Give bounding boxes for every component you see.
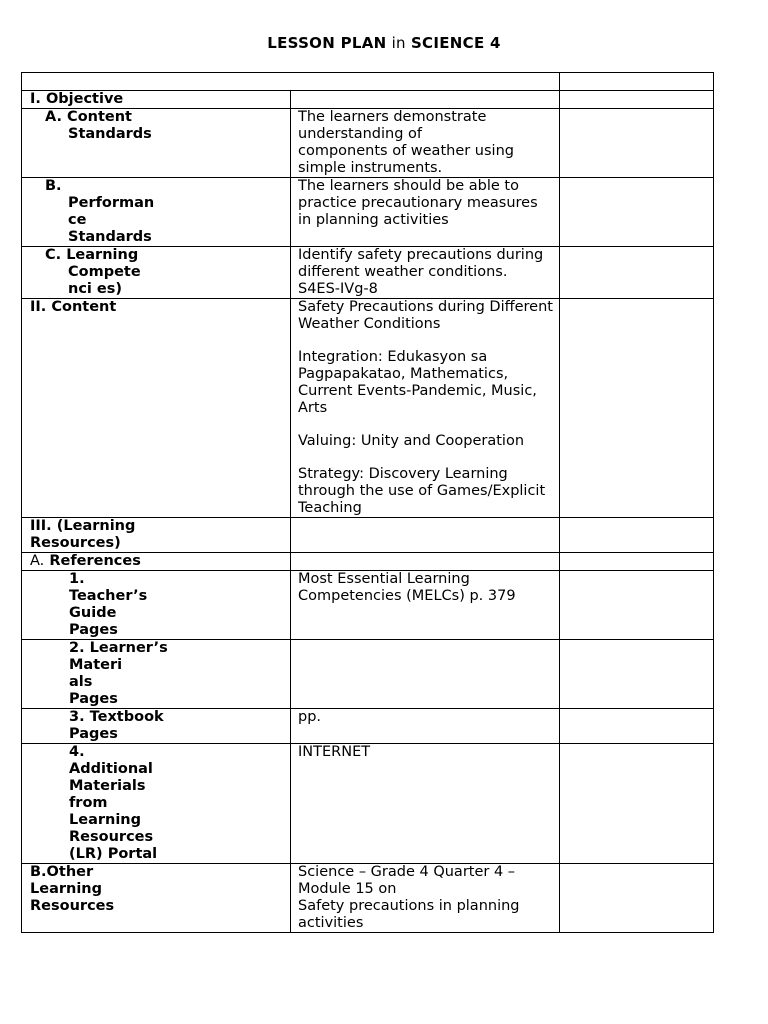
references-value <box>291 553 560 571</box>
row-learning-competencies <box>22 247 714 299</box>
teachers-guide-label-b: Teacher’s <box>69 588 148 604</box>
additional-materials-remarks <box>560 744 714 864</box>
header-cell-right <box>560 73 714 91</box>
additional-materials-label-e: Learning <box>69 812 142 828</box>
content-strategy: Strategy: Discovery Learning through the use of Games/Explicit Teaching <box>298 466 546 516</box>
learners-materials-value <box>291 640 560 709</box>
performance-standards-label-c: ce <box>68 212 87 228</box>
additional-materials-label-g: (LR) Portal <box>69 846 158 862</box>
references-label <box>22 553 291 571</box>
textbook-label <box>22 709 291 744</box>
row-learning-resources <box>22 518 714 553</box>
performance-standards-label-b: Performan <box>68 195 155 211</box>
other-resources-value <box>291 864 560 933</box>
lesson-plan-table <box>21 72 714 933</box>
header-cell-left <box>22 73 560 91</box>
performance-standards-value: The learners should be able to practice precautionary measures in planning activities <box>291 178 560 247</box>
other-resources-label-c: Resources <box>30 898 115 914</box>
textbook-value: pp. <box>291 709 560 744</box>
content-standards-remarks <box>560 109 714 178</box>
learning-competencies-label-b: Compete <box>68 264 141 280</box>
learners-materials-label-d: Pages <box>69 691 118 707</box>
content-standards-label-b: Standards <box>68 126 152 142</box>
references-prefix: A. <box>30 553 45 569</box>
teachers-guide-label-d: Pages <box>69 622 118 638</box>
content-standards-value <box>291 109 560 178</box>
references-text: References <box>49 553 141 569</box>
learning-competencies-remarks <box>560 247 714 299</box>
content-spacer-1 <box>298 333 553 349</box>
content-spacer-3 <box>298 450 553 466</box>
learning-resources-label-a: III. (Learning <box>30 518 136 534</box>
additional-materials-value: INTERNET <box>291 744 560 864</box>
title-subject: SCIENCE 4 <box>410 34 501 52</box>
row-performance-standards <box>22 178 714 247</box>
content-label: II. Content <box>22 299 291 518</box>
learning-competencies-line2: S4ES-IVg-8 <box>298 281 378 297</box>
other-resources-label-a: B.Other <box>30 864 94 880</box>
learners-materials-label <box>22 640 291 709</box>
other-resources-line2: Safety precautions in planning activities <box>298 898 520 931</box>
teachers-guide-label-a: 1. <box>69 571 85 587</box>
references-remarks <box>560 553 714 571</box>
textbook-label-a: 3. Textbook <box>69 709 164 725</box>
learning-competencies-label <box>22 247 291 299</box>
content-standards-line1: The learners demonstrate understanding of <box>298 109 487 142</box>
page-title <box>0 34 768 52</box>
teachers-guide-remarks <box>560 571 714 640</box>
objective-remarks <box>560 91 714 109</box>
learning-resources-value <box>291 518 560 553</box>
objective-label: I. Objective <box>22 91 291 109</box>
row-content <box>22 299 714 518</box>
teachers-guide-value: Most Essential Learning Competencies (MELCs) p. 379 <box>291 571 560 640</box>
row-additional-materials <box>22 744 714 864</box>
teachers-guide-label <box>22 571 291 640</box>
content-standards-label-a: A. Content <box>45 109 132 125</box>
additional-materials-label-d: from <box>69 795 108 811</box>
row-learners-materials <box>22 640 714 709</box>
title-in: in <box>391 34 406 52</box>
learners-materials-label-a: 2. Learner’s <box>69 640 168 656</box>
learning-resources-label-b: Resources) <box>30 535 121 551</box>
content-value <box>291 299 560 518</box>
content-standards-label <box>22 109 291 178</box>
title-lesson-plan: LESSON PLAN <box>267 34 387 52</box>
table-header-row <box>22 73 714 91</box>
performance-standards-remarks <box>560 178 714 247</box>
learning-competencies-label-a: C. Learning <box>45 247 139 263</box>
row-content-standards <box>22 109 714 178</box>
learning-resources-remarks <box>560 518 714 553</box>
learners-materials-label-c: als <box>69 674 93 690</box>
objective-value <box>291 91 560 109</box>
row-references <box>22 553 714 571</box>
additional-materials-label <box>22 744 291 864</box>
row-textbook <box>22 709 714 744</box>
row-other-resources <box>22 864 714 933</box>
learning-competencies-line1: Identify safety precautions during different weather conditions. <box>298 247 544 280</box>
learning-competencies-label-c: nci es) <box>68 281 123 297</box>
content-valuing: Valuing: Unity and Cooperation <box>298 433 525 449</box>
additional-materials-label-c: Materials <box>69 778 146 794</box>
learning-resources-label <box>22 518 291 553</box>
content-remarks <box>560 299 714 518</box>
content-spacer-2 <box>298 417 553 433</box>
other-resources-remarks <box>560 864 714 933</box>
additional-materials-label-f: Resources <box>69 829 154 845</box>
row-teachers-guide <box>22 571 714 640</box>
performance-standards-label-a: B. <box>45 178 62 194</box>
content-topic: Safety Precautions during Different Weather Conditions <box>298 299 553 332</box>
textbook-remarks <box>560 709 714 744</box>
learners-materials-label-b: Materi <box>69 657 123 673</box>
additional-materials-label-a: 4. <box>69 744 85 760</box>
other-resources-label-b: Learning <box>30 881 103 897</box>
additional-materials-label-b: Additional <box>69 761 153 777</box>
teachers-guide-label-c: Guide <box>69 605 117 621</box>
other-resources-label <box>22 864 291 933</box>
textbook-label-b: Pages <box>69 726 118 742</box>
other-resources-line1: Science – Grade 4 Quarter 4 – Module 15 on <box>298 864 516 897</box>
row-objective <box>22 91 714 109</box>
performance-standards-label-d: Standards <box>68 229 152 245</box>
content-integration: Integration: Edukasyon sa Pagpapakatao, Mathematics, Current Events-Pandemic, Music, Arts <box>298 349 537 416</box>
learners-materials-remarks <box>560 640 714 709</box>
content-standards-line2: components of weather using simple instruments. <box>298 143 514 176</box>
performance-standards-label <box>22 178 291 247</box>
learning-competencies-value <box>291 247 560 299</box>
